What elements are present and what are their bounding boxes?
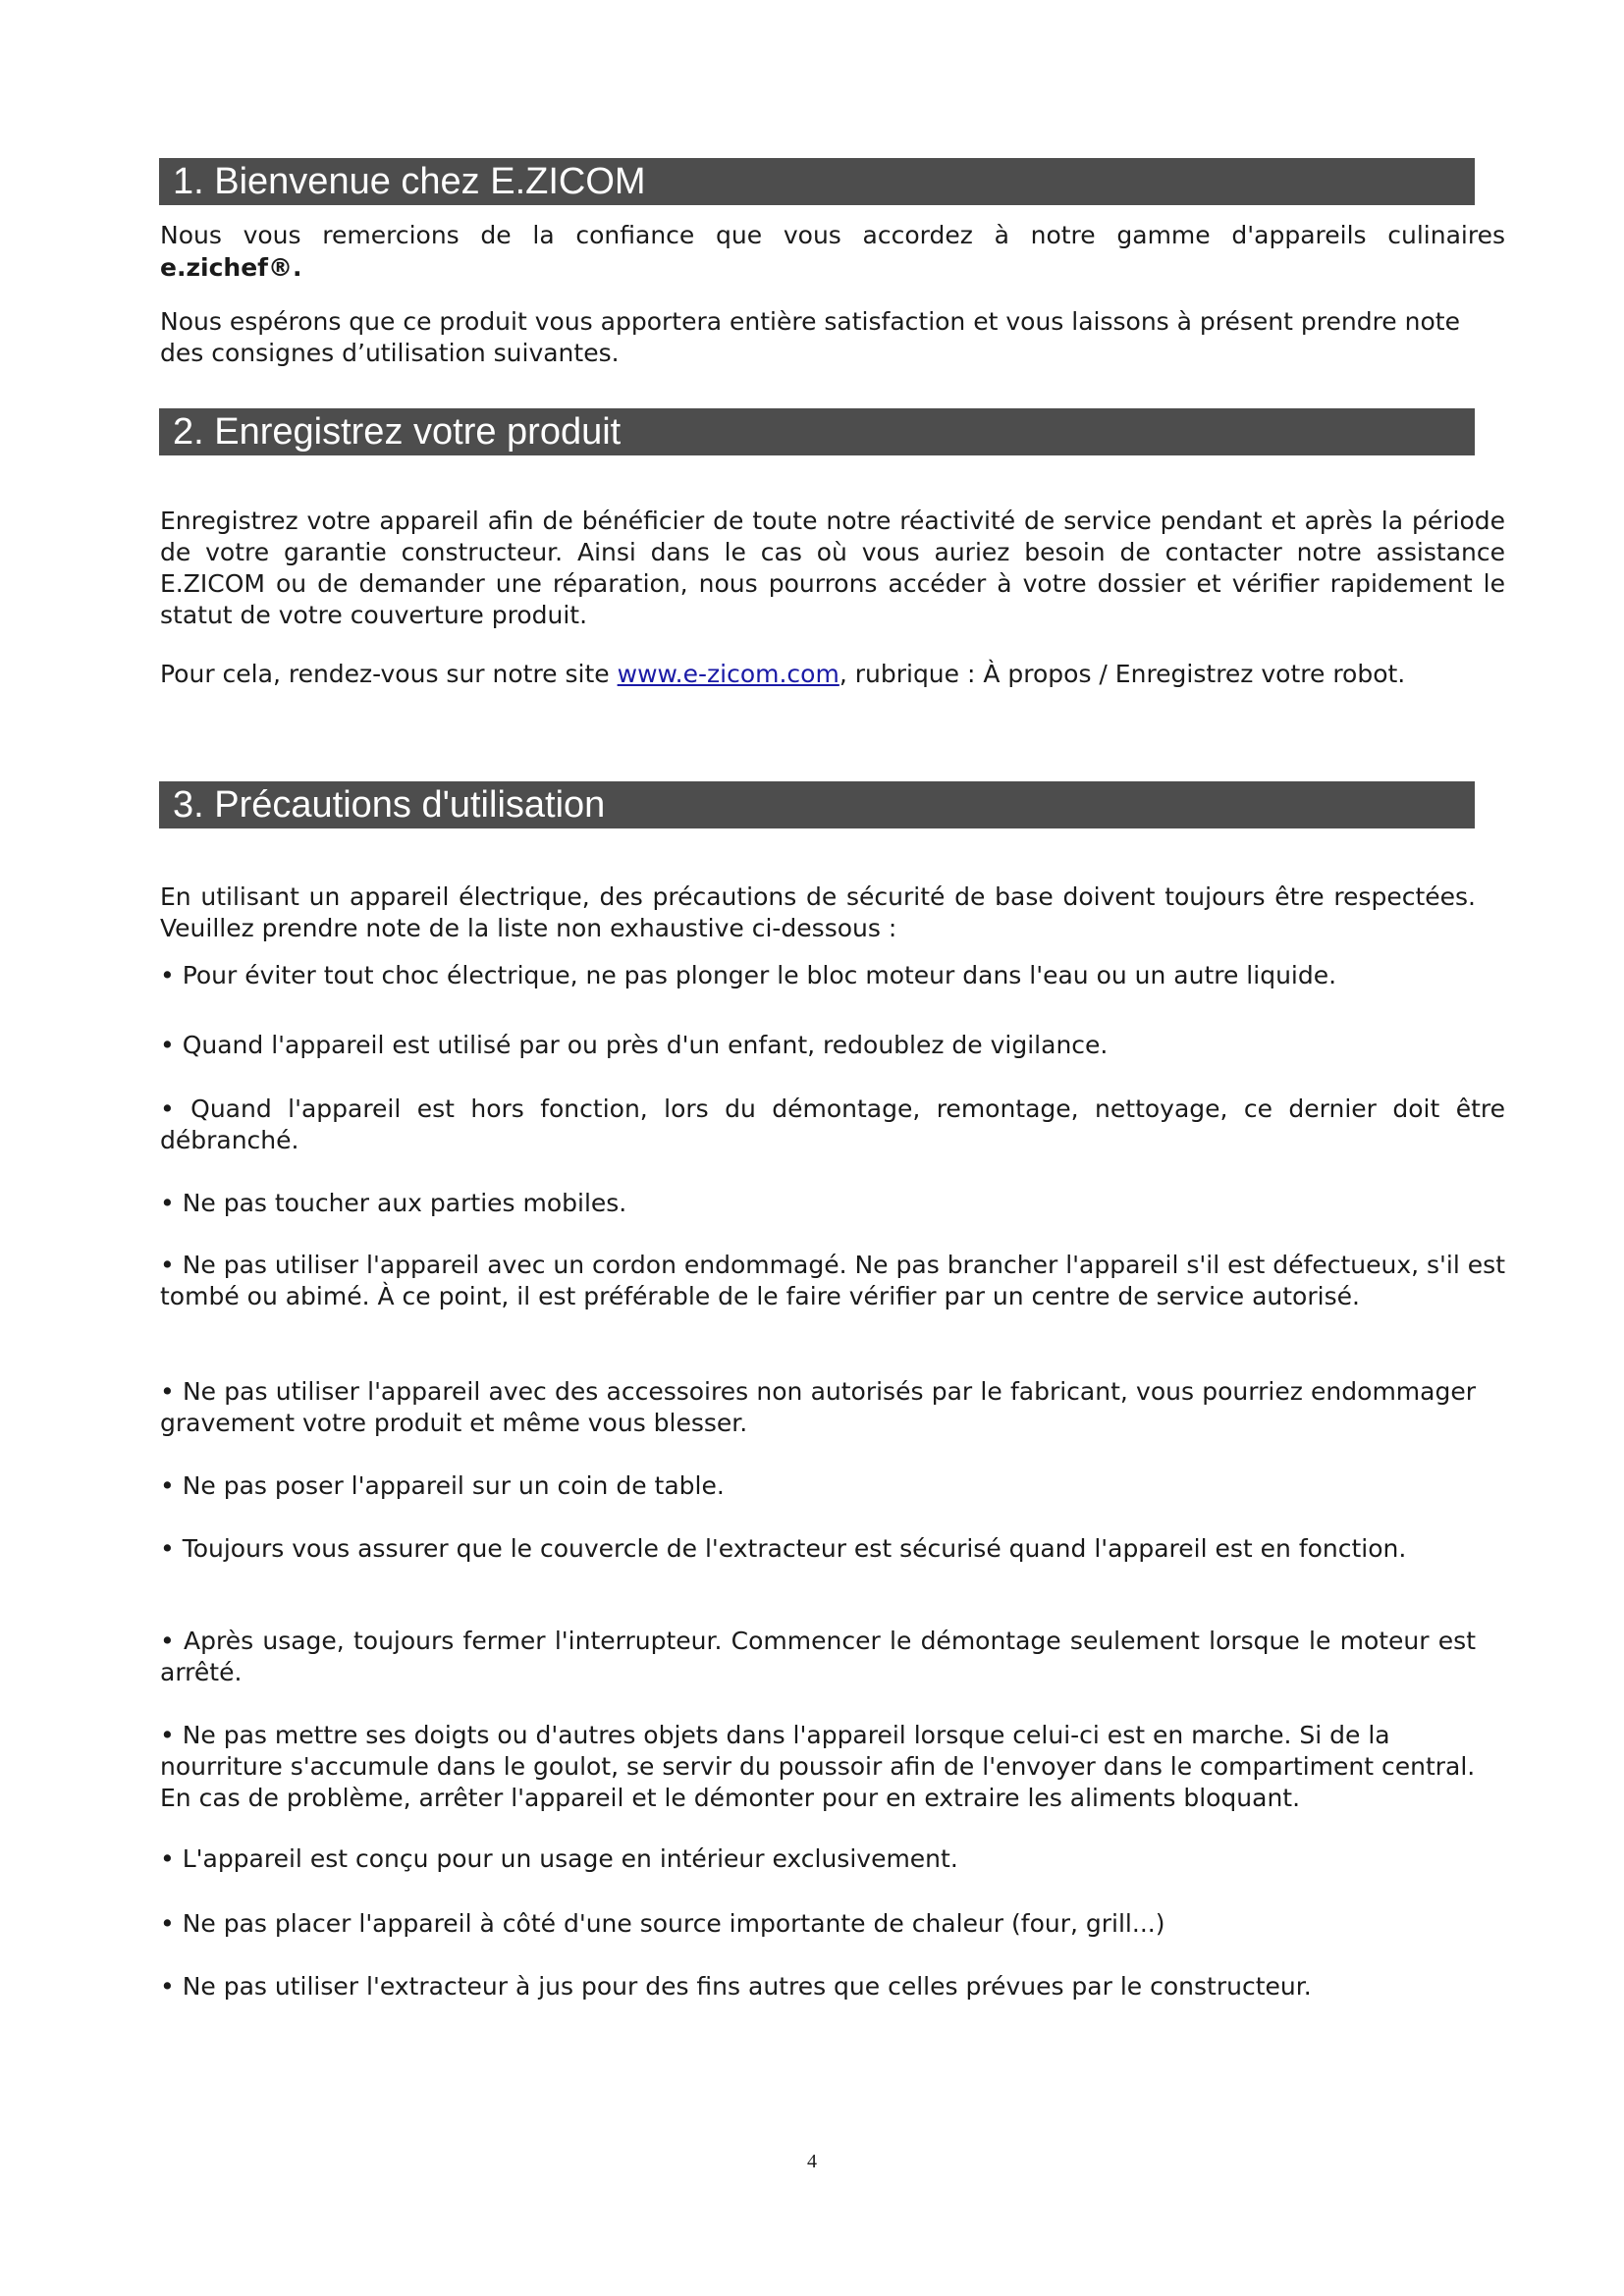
section-2-text-after-link: , rubrique : À propos / Enregistrez votre robot. [839,660,1406,688]
precaution-item: • Quand l'appareil est hors fonction, lors du démontage, remontage, nettoyage, ce dernier doit être débranché. [160,1095,1505,1154]
precaution-item: • Ne pas utiliser l'appareil avec des accessoires non autorisés par le fabricant, vous pourriez endommager gravement votre produit et même vous blesser. [160,1377,1476,1437]
precaution-item: • Après usage, toujours fermer l'interrupteur. Commencer le démontage seulement lorsque le moteur est arrêté. [160,1627,1476,1686]
precaution-item: • Pour éviter tout choc électrique, ne pas plonger le bloc moteur dans l'eau ou un autre liquide. [160,961,1337,989]
precaution-item: • Ne pas placer l'appareil à côté d'une source importante de chaleur (four, grill...) [160,1909,1165,1938]
section-1-heading: 1. Bienvenue chez E.ZICOM [159,158,1475,205]
section-1-paragraph-1: Nous vous remercions de la confiance que vous accordez à notre gamme d'appareils culinaires [160,221,1505,249]
precaution-item: • Ne pas poser l'appareil sur un coin de table. [160,1471,725,1500]
precaution-item: • Ne pas utiliser l'extracteur à jus pour des fins autres que celles prévues par le constructeur. [160,1972,1312,2001]
section-2-heading: 2. Enregistrez votre produit [159,408,1475,455]
precaution-item: • L'appareil est conçu pour un usage en intérieur exclusivement. [160,1844,958,1873]
precaution-item: • Ne pas mettre ses doigts ou d'autres objets dans l'appareil lorsque celui-ci est en marche. Si de la nourriture s'accumule dans le goulot, se servir du poussoir afin de l'envoyer dans le compartiment central. En cas de problème, arrêter l'appareil et le démonter pour en extraire les aliments bloquant. [160,1721,1476,1812]
section-2-paragraph-1: Enregistrez votre appareil afin de bénéficier de toute notre réactivité de service pendant et après la période de votre garantie constructeur. Ainsi dans le cas où vous auriez besoin de contacter notre assistance E.ZICOM ou de demander une réparation, nous pourrons accéder à votre dossier et vérifier rapidement le statut de votre couverture produit. [160,507,1505,629]
section-2-text-before-link: Pour cela, rendez-vous sur notre site [160,660,618,688]
section-1-paragraph-2: Nous espérons que ce produit vous apportera entière satisfaction et vous laissons à présent prendre note des consignes d’utilisation suivantes. [160,307,1460,367]
precaution-item: • Ne pas toucher aux parties mobiles. [160,1189,627,1217]
page-number: 4 [807,2151,817,2172]
precaution-item: • Ne pas utiliser l'appareil avec un cordon endommagé. Ne pas brancher l'appareil s'il est défectueux, s'il est tombé ou abimé. À ce point, il est préférable de le faire vérifier par un centre de service autorisé. [160,1251,1505,1310]
precaution-item: • Quand l'appareil est utilisé par ou près d'un enfant, redoublez de vigilance. [160,1031,1109,1059]
precaution-item: • Toujours vous assurer que le couvercle de l'extracteur est sécurisé quand l'appareil est en fonction. [160,1534,1407,1563]
section-2-paragraph-2 [160,659,1476,690]
section-3-intro: En utilisant un appareil électrique, des précautions de sécurité de base doivent toujours être respectées. Veuillez prendre note de la liste non exhaustive ci-dessous : [160,882,1476,942]
section-3-heading: 3. Précautions d'utilisation [159,781,1475,828]
section-1-brand-name: e.zichef®. [160,253,302,282]
website-link[interactable]: www.e-zicom.com [617,660,839,688]
